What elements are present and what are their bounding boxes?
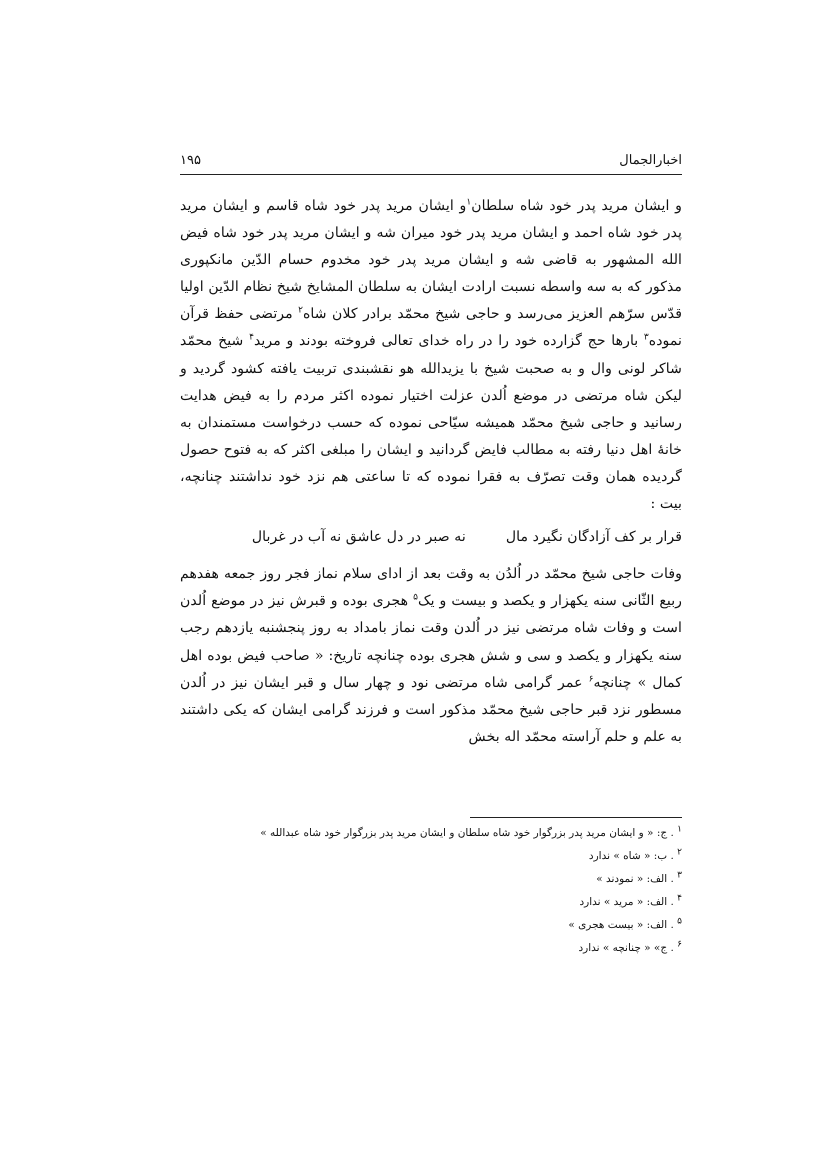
footnote-text: . ب: « شاه » ندارد (588, 850, 678, 862)
footnote-ref-5: ۵ (413, 592, 418, 603)
footnote-divider (470, 817, 682, 818)
footnote-ref-2: ۲ (298, 305, 303, 316)
footnote-text: . الف: « مرید » ندارد (579, 896, 678, 908)
verse-couplet (180, 524, 682, 551)
verse-hemistich-2: نه صبر در دل عاشق نه آب در غربال (251, 529, 466, 546)
text-run: بارها حج گزارده خود را در راه خدای تعالی فروخته بودند و مرید (253, 333, 644, 350)
footnote-number: ۴ (677, 893, 682, 904)
text-run: و ایشان مرید پدر خود شاه سلطان (471, 198, 682, 214)
footnote-item (180, 845, 682, 868)
footnote-ref-1: ۱ (466, 197, 472, 208)
footnote-ref-3: ۳ (643, 332, 649, 343)
running-header (180, 150, 682, 174)
footnote-number: ۳ (677, 870, 682, 881)
footnote-number: ۶ (677, 939, 682, 950)
footnote-number: ۵ (677, 916, 682, 927)
footnotes (180, 822, 682, 960)
main-text (180, 193, 682, 751)
footnote-text: . الف: « نمودند » (596, 873, 678, 885)
running-title: اخبارالجمال (619, 153, 682, 168)
text-run: مرتضی حفظ قرآن نموده (180, 306, 682, 350)
footnote-number: ۱ (677, 824, 682, 835)
footnote-ref-4: ۴ (249, 332, 254, 343)
text-run: هجری بوده و قبرش نیز در موضع اُلدن است و وفات شاه مرتضی نیز در اُلدن وقت نماز بامداد به روز پنجشنبه یازدهم رجب سنه یکهزار و یکصد و سی و شش هجری بوده چنانچه تاریخ: « صاحب فیض بوده اهل کمال » چنانچه (180, 593, 682, 691)
footnote-item (180, 868, 682, 891)
footnote-text: . ج» « چنانچه » ندارد (578, 942, 678, 954)
text-run: وفات حاجی شیخ محمّد در اُلدُن به وقت بعد از ادای سلام نماز فجر روز جمعه هفدهم ربیع الثّانی سنه یکهزار و یکصد و بیست و یک (180, 566, 682, 610)
footnote-item (180, 937, 682, 960)
page-number: ۱۹۵ (180, 153, 201, 168)
footnote-text: . الف: « بیست هجری » (568, 919, 678, 931)
footnote-item (180, 914, 682, 937)
header-divider (180, 174, 682, 175)
text-run: عمر گرامی شاه مرتضی نود و چهار سال و قبر ایشان نیز در اُلدن مسطور نزد قبر حاجی شیخ محمّد مذکور است و فرزند گرامی ایشان که یکی داشتند به علم و حلم آراسته محمّد اله بخش (180, 674, 682, 745)
text-run: شیخ محمّد شاکر لونی وال و به صحبت شیخ با یزیدالله هو نقشبندی تربیت یافته کشود گردید و لیکن شاه مرتضی در موضع اُلدن عزلت اختیار نموده اکثر مردم را به فیض هدایت رسانید و حاجی شیخ محمّد همیشه سیّاحی نموده که حسب درخواست مستمندان به خانهٔ اهل دنیا رفته به مطالب فایض گردانید و ایشان را مبلغی اکثر که به فتوح حصول گردیده همان وقت تصرّف به فقرا نموده که تا ساعتی هم نزد خود نداشتند چنانچه، بیت : (180, 333, 682, 513)
footnote-text: . ج: « و ایشان مرید پدر بزرگوار خود شاه سلطان و ایشان مرید پدر بزرگوار خود شاه عبدالله » (260, 827, 678, 839)
text-run: و ایشان مرید پدر خود شاه قاسم و ایشان مرید پدر خود شاه احمد و ایشان مرید پدر خود میران شه و ایشان مرید پدر خود شاه فیض الله المشهور به قاضی شه و ایشان مرید پدر خود مخدوم حسام الدّین مانکپوری مذکور که به سه واسطه نسبت ارادت ایشان به سلطان المشایخ شیخ نظام الدّین اولیا قدّس سرّهم العزیز می‌رسد و حاجی شیخ محمّد برادر کلان شاه (180, 198, 682, 323)
verse-hemistich-1: قرار بر کف آزادگان نگیرد مال (505, 529, 682, 546)
footnote-number: ۲ (677, 847, 682, 858)
paragraph-1 (180, 193, 682, 518)
paragraph-2 (180, 561, 682, 751)
footnote-item (180, 891, 682, 914)
footnote-ref-6: ۶ (588, 673, 594, 684)
footnote-item (180, 822, 682, 845)
